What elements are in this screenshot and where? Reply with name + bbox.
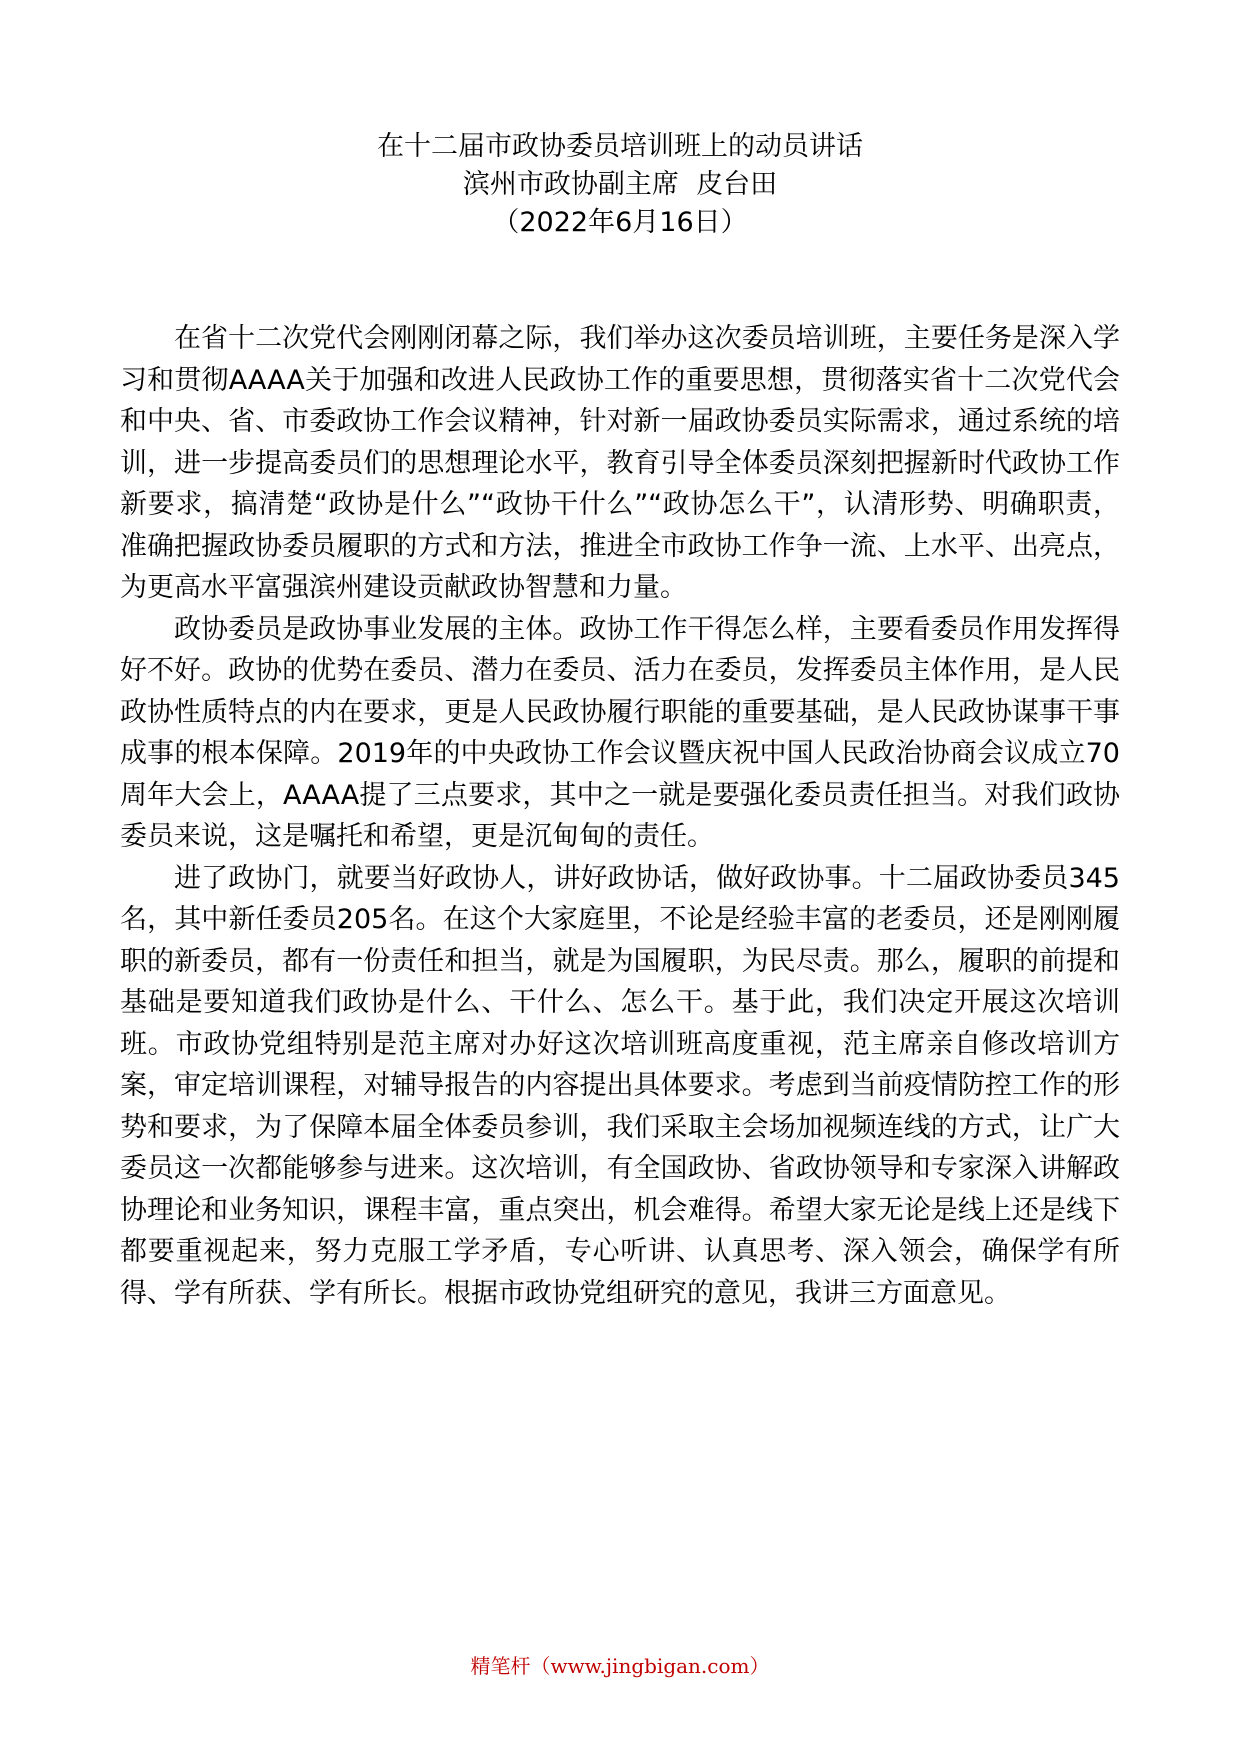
body-text bbox=[120, 318, 1120, 1314]
title-block bbox=[0, 128, 1240, 242]
paragraph-3: 进了政协门，就要当好政协人，讲好政协话，做好政协事。十二届政协委员345名，其中新任委员205名。在这个大家庭里，不论是经验丰富的老委员，还是刚刚履职的新委员，都有一份责任和担当，就是为国履职，为民尽责。那么，履职的前提和基础是要知道我们政协是什么、干什么、怎么干。基于此，我们决定开展这次培训班。市政协党组特别是范主席对办好这次培训班高度重视，范主席亲自修改培训方案，审定培训课程，对辅导报告的内容提出具体要求。考虑到当前疫情防控工作的形势和要求，为了保障本届全体委员参训，我们采取主会场加视频连线的方式，让广大委员这一次都能够参与进来。这次培训，有全国政协、省政协领导和专家深入讲解政协理论和业务知识，课程丰富，重点突出，机会难得。希望大家无论是线上还是线下都要重视起来，努力克服工学矛盾，专心听讲、认真思考、深入领会，确保学有所得、学有所获、学有所长。根据市政协党组研究的意见，我讲三方面意见。 bbox=[120, 862, 1120, 1309]
footer-watermark: 精笔杆（www.jingbigan.com） bbox=[470, 1654, 770, 1678]
document-title: 在十二届市政协委员培训班上的动员讲话 bbox=[377, 131, 863, 162]
speaker-line: 滨州市政协副主席 皮台田 bbox=[462, 169, 778, 200]
paragraph-1: 在省十二次党代会刚刚闭幕之际，我们举办这次委员培训班，主要任务是深入学习和贯彻AAAA关于加强和改进人民政协工作的重要思想，贯彻落实省十二次党代会和中央、省、市委政协工作会议精神，针对新一届政协委员实际需求，通过系统的培训，进一步提高委员们的思想理论水平，教育引导全体委员深刻把握新时代政协工作新要求，搞清楚“政协是什么”“政协干什么”“政协怎么干”，认清形势、明确职责，准确把握政协委员履职的方式和方法，推进全市政协工作争一流、上水平、出亮点，为更高水平富强滨州建设贡献政协智慧和力量。 bbox=[120, 323, 1120, 603]
speech-date: （2022年6月16日） bbox=[492, 207, 748, 238]
paragraph-2: 政协委员是政协事业发展的主体。政协工作干得怎么样，主要看委员作用发挥得好不好。政协的优势在委员、潜力在委员、活力在委员，发挥委员主体作用，是人民政协性质特点的内在要求，更是人民政协履行职能的重要基础，是人民政协谋事干事成事的根本保障。2019年的中央政协工作会议暨庆祝中国人民政治协商会议成立70周年大会上，AAAA提了三点要求，其中之一就是要强化委员责任担当。对我们政协委员来说，这是嘱托和希望，更是沉甸甸的责任。 bbox=[120, 613, 1120, 852]
